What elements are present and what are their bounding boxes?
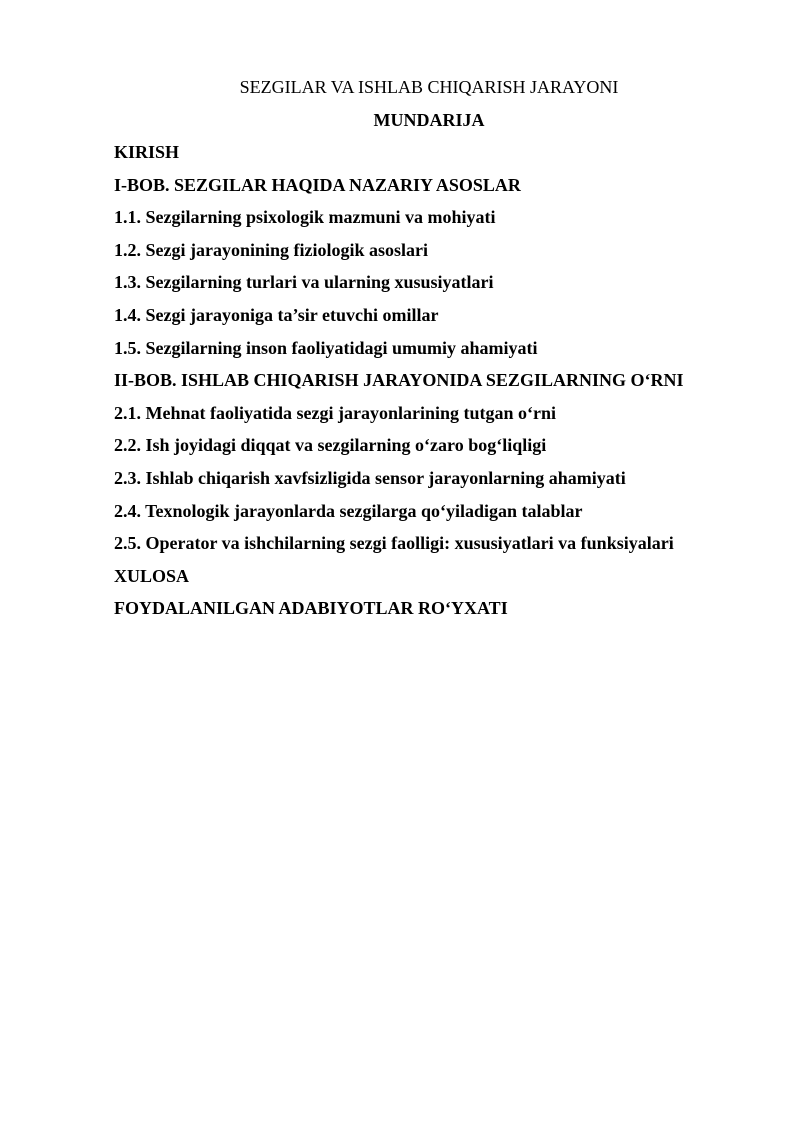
toc-entry-conclusion: XULOSA bbox=[114, 565, 190, 586]
toc-entry-section-2-3: 2.3. Ishlab chiqarish xavfsizligida sensor jarayonlarning ahamiyati bbox=[114, 467, 626, 488]
table-of-contents-heading: MUNDARIJA bbox=[373, 110, 485, 130]
toc-entry-section-1-3: 1.3. Sezgilarning turlari va ularning xususiyatlari bbox=[114, 272, 494, 293]
toc-entry-section-2-4: 2.4. Texnologik jarayonlarda sezgilarga qo‘yiladigan talablar bbox=[114, 500, 583, 521]
toc-entry-section-1-1: 1.1. Sezgilarning psixologik mazmuni va mohiyati bbox=[114, 207, 496, 228]
document-title: SEZGILAR VA ISHLAB CHIQARISH JARAYONI bbox=[239, 77, 619, 97]
toc-entry-chapter-1: I-BOB. SEZGILAR HAQIDA NAZARIY ASOSLAR bbox=[114, 174, 521, 195]
toc-entry-section-1-2: 1.2. Sezgi jarayonining fiziologik asoslari bbox=[114, 239, 429, 260]
toc-entry-introduction: KIRISH bbox=[114, 142, 180, 162]
toc-entry-section-1-5: 1.5. Sezgilarning inson faoliyatidagi umumiy ahamiyati bbox=[114, 337, 538, 358]
toc-entry-chapter-2: II-BOB. ISHLAB CHIQARISH JARAYONIDA SEZGILARNING O‘RNI bbox=[114, 370, 684, 391]
toc-entry-section-2-5: 2.5. Operator va ishchilarning sezgi faolligi: xususiyatlari va funksiyalari bbox=[114, 533, 674, 554]
toc-entry-section-2-1: 2.1. Mehnat faoliyatida sezgi jarayonlarining tutgan o‘rni bbox=[114, 402, 556, 423]
table-of-contents bbox=[114, 140, 754, 629]
toc-entry-section-1-4: 1.4. Sezgi jarayoniga ta’sir etuvchi omillar bbox=[114, 304, 439, 325]
toc-entry-section-2-2: 2.2. Ish joyidagi diqqat va sezgilarning o‘zaro bog‘liqligi bbox=[114, 435, 547, 456]
toc-entry-bibliography: FOYDALANILGAN ADABIYOTLAR RO‘YXATI bbox=[114, 598, 508, 619]
